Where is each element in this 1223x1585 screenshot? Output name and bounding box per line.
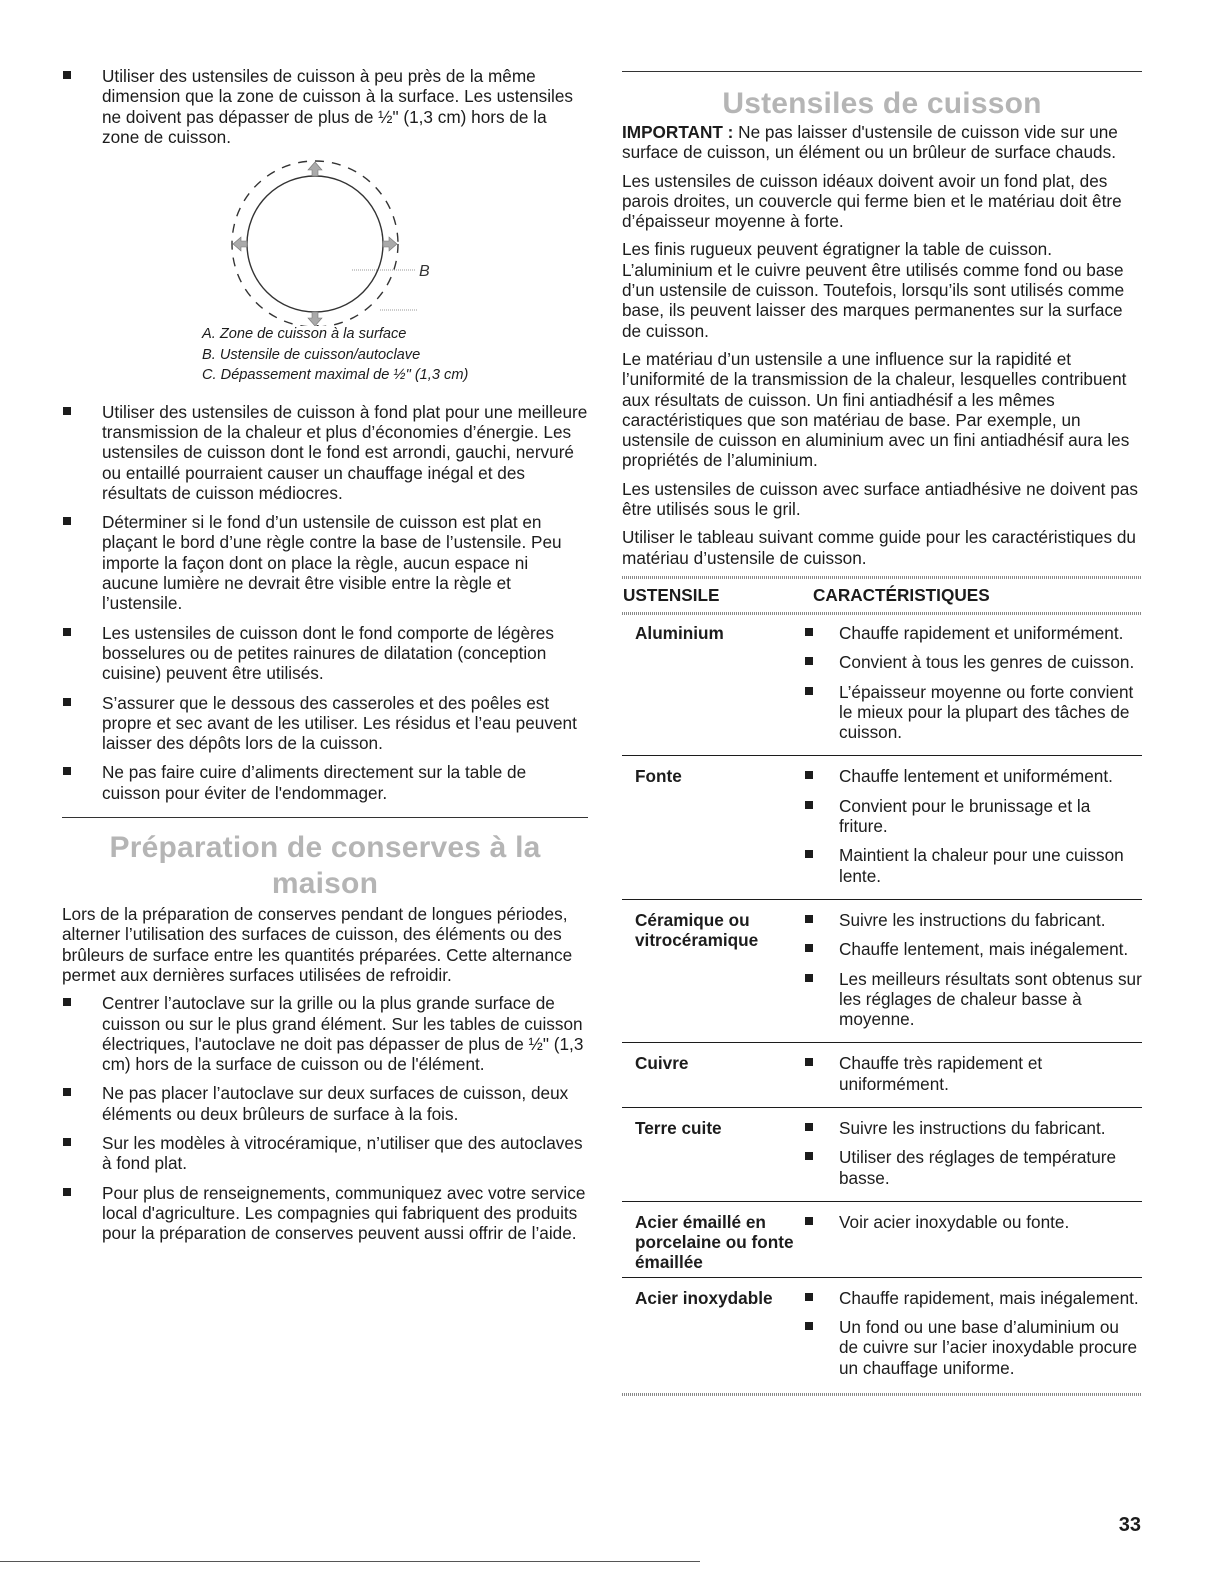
- material-name: Fonte: [635, 766, 682, 787]
- caption-c: C. Dépassement maximal de ½" (1,3 cm): [202, 367, 469, 384]
- bullet-square-icon: [805, 1058, 813, 1066]
- list-item-text: Déterminer si le fond d’un ustensile de cuisson est plat en plaçant le bord d’une règle contre la base de l’ustensile. Peu importe la façon dont on place la règle, aucun espace ni aucune lumière ne devrait être visible entre la règle et l’ustensile.: [102, 512, 562, 614]
- section-divider: [622, 71, 1142, 72]
- label-b: B: [419, 263, 430, 281]
- list-item-text: L’épaisseur moyenne ou forte convient le mieux pour la plupart des tâches de cuisson.: [839, 681, 1134, 743]
- cookware-outline-circle: [232, 161, 398, 326]
- list-item-text: Suivre les instructions du fabricant.: [839, 909, 1106, 930]
- material-name: Aluminium: [635, 622, 724, 643]
- characteristics-list: [805, 766, 1142, 894]
- overhang-arrows: [233, 162, 397, 326]
- material-name: Céramique ou vitrocéramique: [635, 909, 759, 951]
- header-cookware: USTENSILE: [623, 584, 720, 605]
- header-characteristics: CARACTÉRISTIQUES: [813, 584, 990, 605]
- list-item-text: Maintient la chaleur pour une cuisson lente.: [839, 845, 1124, 886]
- paragraph: Les ustensiles de cuisson avec surface antiadhésive ne doivent pas être utilisés sous le gril.: [622, 478, 1138, 520]
- list-item-text: Utiliser des ustensiles de cuisson à fond plat pour une meilleure transmission de la chaleur et plus d’économies d’énergie. Les ustensiles de cuisson dont le fond est arrondi, gauchi, nervuré ou entaillé pourraient causer un chauffage inégal et des résultats de cuisson médiocres.: [102, 401, 588, 503]
- characteristics-list: [805, 1053, 1142, 1103]
- list-item: [62, 66, 588, 147]
- list-item-text: Convient pour le brunissage et la friture.: [839, 795, 1091, 837]
- list-item-text: Un fond ou une base d’aluminium ou de cuivre sur l’acier inoxydable procure un chauffage uniforme.: [839, 1317, 1138, 1378]
- list-item: [805, 969, 1142, 1030]
- list-item-text: Chauffe lentement, mais inégalement.: [839, 939, 1129, 960]
- list-item-text: Ne pas placer l’autoclave sur deux surfaces de cuisson, deux éléments ou deux brûleurs de surface à la fois.: [102, 1083, 569, 1124]
- material-name: Terre cuite: [635, 1117, 722, 1138]
- bullet-square-icon: [805, 944, 813, 952]
- list-item-text: Utiliser des réglages de température basse.: [839, 1147, 1117, 1188]
- bullet-square-icon: [63, 71, 71, 79]
- important-note: [622, 122, 1142, 163]
- list-item: [805, 939, 1142, 959]
- list-item-text: Sur les modèles à vitrocéramique, n’utiliser que des autoclaves à fond plat.: [102, 1133, 583, 1174]
- list-item: [805, 796, 1142, 837]
- list-item: [805, 1212, 1142, 1232]
- list-item: [62, 512, 588, 613]
- table-row: [622, 755, 1142, 898]
- bullet-square-icon: [805, 1293, 813, 1301]
- arrow-right-icon: [383, 237, 397, 251]
- list-item-text: Chauffe rapidement, mais inégalement.: [839, 1287, 1139, 1308]
- bullet-square-icon: [63, 628, 71, 636]
- bullet-square-icon: [805, 801, 813, 809]
- bullet-square-icon: [805, 1123, 813, 1131]
- list-item: [62, 402, 588, 503]
- list-item: [62, 993, 588, 1074]
- material-name: Cuivre: [635, 1053, 689, 1074]
- cookware-table: [622, 576, 1142, 1396]
- table-row: [622, 1201, 1142, 1277]
- list-item-text: Les meilleurs résultats sont obtenus sur les réglages de chaleur basse à moyenne.: [839, 968, 1142, 1030]
- canning-section-title: Préparation de conserves à la maison: [109, 831, 541, 901]
- caption-a: A. Zone de cuisson à la surface: [202, 326, 407, 343]
- bullet-square-icon: [63, 1188, 71, 1196]
- important-text: Ne pas laisser d'ustensile de cuisson vide sur une surface de cuisson, un élément ou un brûleur de surface chauds.: [622, 122, 1118, 163]
- list-item: [805, 1317, 1142, 1378]
- list-item-text: Pour plus de renseignements, communiquez avec votre service local d'agriculture. Les compagnies qui fabriquent des produits pour la préparation de conserves peuvent aussi offrir de l’aide.: [102, 1182, 586, 1244]
- table-row: [622, 899, 1142, 1042]
- list-item: [805, 652, 1142, 672]
- table-body: [622, 615, 1142, 1391]
- list-item: [62, 693, 588, 754]
- characteristics-list: [805, 910, 1142, 1038]
- bullet-square-icon: [63, 407, 71, 415]
- cookware-tips-list: [62, 402, 588, 803]
- list-item: [62, 1083, 588, 1124]
- list-item: [805, 1288, 1142, 1308]
- page-number: 33: [1118, 1514, 1141, 1536]
- list-item: [805, 682, 1142, 743]
- characteristics-list: [805, 1212, 1142, 1273]
- important-label: IMPORTANT :: [622, 122, 734, 142]
- bullet-square-icon: [63, 998, 71, 1006]
- list-item-text: Convient à tous les genres de cuisson.: [839, 652, 1135, 673]
- list-item-text: Chauffe très rapidement et uniformément.: [839, 1053, 1043, 1094]
- bullet-square-icon: [805, 915, 813, 923]
- list-item: [62, 623, 588, 684]
- canning-intro: Lors de la préparation de conserves pendant de longues périodes, alterner l’utilisation des surfaces de cuisson, des éléments ou des brûleurs de surface entre les quantités préparées. Cette alternance permet aux dernières surfaces utilisées de refroidir.: [62, 904, 573, 985]
- bullet-square-icon: [805, 1152, 813, 1160]
- list-item-text: Chauffe rapidement et uniformément.: [839, 622, 1124, 643]
- material-name: Acier inoxydable: [635, 1287, 773, 1308]
- list-item: [805, 766, 1142, 786]
- characteristics-list: [805, 623, 1142, 751]
- section-divider: [62, 817, 588, 818]
- cooking-zone-circle: [247, 176, 383, 312]
- characteristics-list: [805, 1118, 1142, 1197]
- cookware-diagram-svg: [62, 156, 588, 326]
- diagram-captions: [202, 324, 588, 386]
- right-column: [622, 71, 1142, 1396]
- bullet-square-icon: [805, 1217, 813, 1225]
- list-item: [805, 1147, 1142, 1188]
- cookware-size-diagram: [62, 156, 588, 324]
- list-item: [805, 1053, 1142, 1094]
- list-item: [62, 762, 588, 803]
- table-bottom-rule: [622, 1393, 1142, 1396]
- caption-b: B. Ustensile de cuisson/autoclave: [202, 346, 421, 363]
- list-item-text: Ne pas faire cuire d’aliments directement sur la table de cuisson pour éviter de l'endommager.: [102, 762, 527, 803]
- list-item: [62, 1133, 588, 1174]
- list-item-text: Voir acier inoxydable ou fonte.: [839, 1211, 1070, 1232]
- list-item-text: S’assurer que le dessous des casseroles et des poêles est propre et sec avant de les utiliser. Les résidus et l’eau peuvent laisser des dépôts lors de la cuisson.: [102, 692, 577, 754]
- list-item: [62, 1183, 588, 1244]
- bullet-square-icon: [805, 687, 813, 695]
- intro-list: [62, 66, 588, 147]
- list-item-text: Les ustensiles de cuisson dont le fond comporte de légères bosselures ou de petites rainures de dilatation (conception cuisine) peuvent être utilisés.: [102, 622, 554, 684]
- characteristics-list: [805, 1288, 1142, 1387]
- arrow-left-icon: [233, 237, 247, 251]
- cookware-section-title: Ustensiles de cuisson: [722, 87, 1042, 120]
- list-item-text: Utiliser des ustensiles de cuisson à peu près de la même dimension que la zone de cuisson à la surface. Les ustensiles ne doivent pas dépasser de plus de ½" (1,3 cm) hors de la zone de cuisson.: [102, 66, 574, 147]
- list-item-text: Suivre les instructions du fabricant.: [839, 1117, 1106, 1138]
- list-item-text: Chauffe lentement et uniformément.: [839, 766, 1113, 787]
- bullet-square-icon: [63, 698, 71, 706]
- bullet-square-icon: [805, 1322, 813, 1330]
- table-row: [622, 1107, 1142, 1201]
- table-row: [622, 615, 1142, 755]
- label-a: [310, 323, 322, 326]
- table-row: [622, 1042, 1142, 1107]
- bullet-square-icon: [63, 1138, 71, 1146]
- list-item: [805, 623, 1142, 643]
- table-row: [622, 1277, 1142, 1391]
- list-item: [805, 845, 1142, 886]
- left-column: [62, 66, 588, 1252]
- paragraph: Le matériau d’un ustensile a une influence sur la rapidité et l’uniformité de la transmission de la chaleur, lesquelles contribuent aux résultats de cuisson. Un fini antiadhésif a les mêmes caractéristiques que son matériau de base. Par exemple, un ustensile de cuisson en aluminium avec un fini antiadhésif aura les propriétés de l’aluminium.: [622, 348, 1130, 471]
- footer-rule: [0, 1561, 700, 1562]
- arrow-up-icon: [308, 162, 322, 176]
- list-item-text: Centrer l’autoclave sur la grille ou la plus grande surface de cuisson ou sur le plus grand élément. Sur les tables de cuisson électriques, l'autoclave ne doit pas dépasser de plus de ½" (1,3 cm) hors de la surface de cuisson ou de l'élément.: [102, 993, 584, 1075]
- bullet-square-icon: [63, 1088, 71, 1096]
- bullet-square-icon: [805, 657, 813, 665]
- bullet-square-icon: [805, 628, 813, 636]
- list-item: [805, 910, 1142, 930]
- table-header: [622, 579, 1142, 612]
- list-item: [805, 1118, 1142, 1138]
- bullet-square-icon: [63, 767, 71, 775]
- paragraph: Les finis rugueux peuvent égratigner la table de cuisson. L’aluminium et le cuivre peuvent être utilisés comme fond ou base d’un ustensile de cuisson. Toutefois, lorsqu’ils sont utilisés comme base, ils peuvent laisser des marques permanentes sur la surface de cuisson.: [622, 239, 1125, 341]
- bullet-square-icon: [805, 850, 813, 858]
- material-name: Acier émaillé en porcelaine ou fonte émaillée: [635, 1211, 794, 1273]
- bullet-square-icon: [805, 974, 813, 982]
- bullet-square-icon: [805, 771, 813, 779]
- paragraph: Utiliser le tableau suivant comme guide pour les caractéristiques du matériau d’ustensile de cuisson.: [622, 527, 1136, 568]
- bullet-square-icon: [63, 517, 71, 525]
- canning-list: [62, 993, 588, 1243]
- paragraph: Les ustensiles de cuisson idéaux doivent avoir un fond plat, des parois droites, un couvercle qui ferme bien et le matériau doit être d’épaisseur moyenne à forte.: [622, 170, 1122, 232]
